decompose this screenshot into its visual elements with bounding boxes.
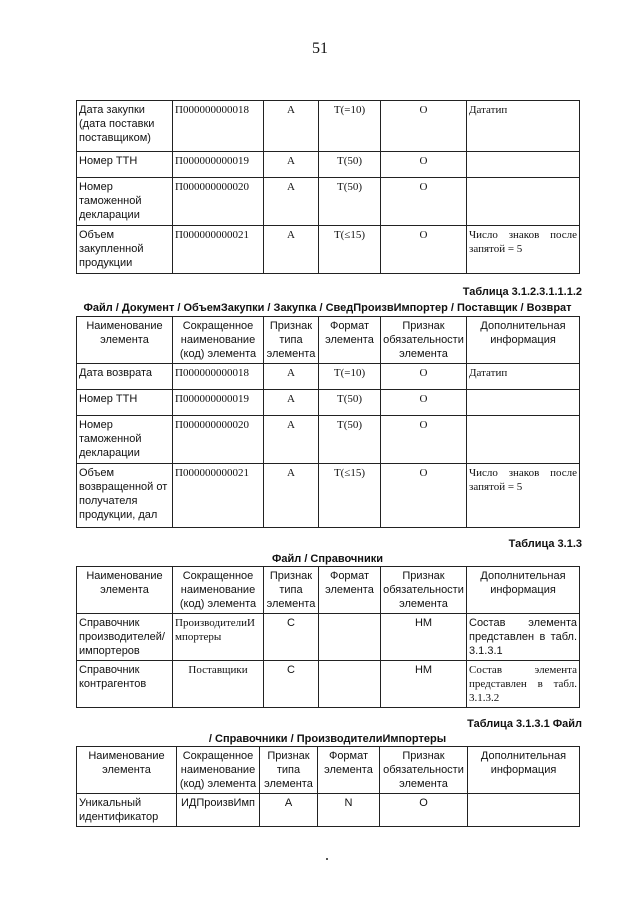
cell-info — [467, 178, 580, 226]
column-header: Формат элемента — [319, 317, 381, 364]
cell-format: Т(50) — [319, 390, 381, 416]
column-header: Признак типа элемента — [264, 317, 319, 364]
table-number: Таблица 3.1.2.3.1.1.1.2 — [462, 286, 582, 298]
cell-name: Дата закупки (дата поставки поставщиком) — [77, 101, 173, 152]
cell-code: П000000000018 — [173, 101, 264, 152]
table-return — [76, 316, 580, 528]
cell-type: А — [264, 101, 319, 152]
cell-format: Т(50) — [319, 152, 381, 178]
cell-format: N — [318, 794, 380, 827]
column-header: Признак обязательности элемента — [380, 747, 468, 794]
column-header: Сокращенное наименование (код) элемента — [173, 567, 264, 614]
column-header: Формат элемента — [319, 567, 381, 614]
cell-code: ПроизводителиИ мпортеры — [173, 614, 264, 661]
table-row — [77, 364, 580, 390]
table-path: Файл / Справочники — [272, 553, 383, 565]
cell-info: Дататип — [467, 101, 580, 152]
cell-format: Т(≤15) — [319, 226, 381, 274]
cell-required: О — [381, 364, 467, 390]
table-header-row — [77, 567, 580, 614]
table-row — [77, 226, 580, 274]
cell-type: А — [260, 794, 318, 827]
table-producers — [76, 746, 580, 827]
table-header-row — [77, 317, 580, 364]
table-row — [77, 152, 580, 178]
cell-info: Состав элемента представлен в табл. 3.1.3.1 — [467, 614, 580, 661]
table-row — [77, 390, 580, 416]
table-number: Таблица 3.1.3 — [508, 538, 582, 550]
cell-type: С — [264, 614, 319, 661]
cell-code: ИДПроизвИмп — [177, 794, 260, 827]
cell-name: Справочник производителей/ импортеров — [77, 614, 173, 661]
cell-code: П000000000019 — [173, 152, 264, 178]
cell-format: Т(=10) — [319, 101, 381, 152]
column-header: Дополнительная информация — [467, 317, 580, 364]
cell-info — [467, 152, 580, 178]
cell-format: Т(≤15) — [319, 464, 381, 528]
cell-code: Поставщики — [173, 661, 264, 708]
cell-required: О — [381, 464, 467, 528]
cell-type: А — [264, 464, 319, 528]
cell-required: О — [381, 390, 467, 416]
cell-required: НМ — [381, 614, 467, 661]
table-row — [77, 178, 580, 226]
cell-format — [319, 614, 381, 661]
cell-info: Число знаков после запятой = 5 — [467, 464, 580, 528]
cell-name: Уникальный идентификатор — [77, 794, 177, 827]
cell-type: А — [264, 178, 319, 226]
table-number: Таблица 3.1.3.1 Файл — [467, 718, 582, 730]
cell-required: О — [381, 101, 467, 152]
column-header: Сокращенное наименование (код) элемента — [177, 747, 260, 794]
page-number: 51 — [312, 40, 328, 57]
table-row — [77, 661, 580, 708]
cell-code: П000000000021 — [173, 226, 264, 274]
cell-name: Номер ТТН — [77, 152, 173, 178]
cell-required: О — [381, 178, 467, 226]
cell-info: Дататип — [467, 364, 580, 390]
cell-code: П000000000019 — [173, 390, 264, 416]
table-row — [77, 794, 580, 827]
cell-name: Справочник контрагентов — [77, 661, 173, 708]
column-header: Признак типа элемента — [264, 567, 319, 614]
table-path: Файл / Документ / ОбъемЗакупки / Закупка / СведПроизвИмпортер / Поставщик / Возврат — [83, 302, 572, 314]
table-header-row — [77, 747, 580, 794]
cell-code: П000000000021 — [173, 464, 264, 528]
cell-info — [467, 416, 580, 464]
cell-name: Объем возвращенной от получателя продукции, дал — [77, 464, 173, 528]
cell-format: Т(50) — [319, 178, 381, 226]
table-row — [77, 416, 580, 464]
cell-code: П000000000020 — [173, 416, 264, 464]
cell-type: А — [264, 416, 319, 464]
cell-info: Число знаков после запятой = 5 — [467, 226, 580, 274]
column-header: Дополнительная информация — [467, 567, 580, 614]
cell-name: Объем закупленной продукции — [77, 226, 173, 274]
cell-type: А — [264, 390, 319, 416]
cell-name: Номер таможенной декларации — [77, 416, 173, 464]
cell-info — [468, 794, 580, 827]
cell-name: Номер ТТН — [77, 390, 173, 416]
table-row — [77, 101, 580, 152]
column-header: Дополнительная информация — [468, 747, 580, 794]
cell-type: А — [264, 364, 319, 390]
column-header: Признак обязательности элемента — [381, 567, 467, 614]
column-header: Наименование элемента — [77, 747, 177, 794]
table-directories — [76, 566, 580, 708]
cell-required: О — [381, 416, 467, 464]
column-header: Признак обязательности элемента — [381, 317, 467, 364]
cell-code: П000000000018 — [173, 364, 264, 390]
scan-mark — [326, 858, 328, 860]
table-continued — [76, 100, 580, 274]
cell-format — [319, 661, 381, 708]
column-header: Наименование элемента — [77, 317, 173, 364]
cell-name: Дата возврата — [77, 364, 173, 390]
cell-required: О — [380, 794, 468, 827]
cell-required: НМ — [381, 661, 467, 708]
cell-type: А — [264, 226, 319, 274]
column-header: Признак типа элемента — [260, 747, 318, 794]
column-header: Сокращенное наименование (код) элемента — [173, 317, 264, 364]
cell-code: П000000000020 — [173, 178, 264, 226]
table-row — [77, 464, 580, 528]
cell-name: Номер таможенной декларации — [77, 178, 173, 226]
table-path: / Справочники / ПроизводителиИмпортеры — [208, 733, 447, 745]
cell-required: О — [381, 152, 467, 178]
column-header: Наименование элемента — [77, 567, 173, 614]
cell-type: А — [264, 152, 319, 178]
column-header: Формат элемента — [318, 747, 380, 794]
cell-format: Т(50) — [319, 416, 381, 464]
cell-info: Состав элемента представлен в табл. 3.1.3.2 — [467, 661, 580, 708]
cell-type: С — [264, 661, 319, 708]
table-row — [77, 614, 580, 661]
cell-info — [467, 390, 580, 416]
cell-format: Т(=10) — [319, 364, 381, 390]
cell-required: О — [381, 226, 467, 274]
